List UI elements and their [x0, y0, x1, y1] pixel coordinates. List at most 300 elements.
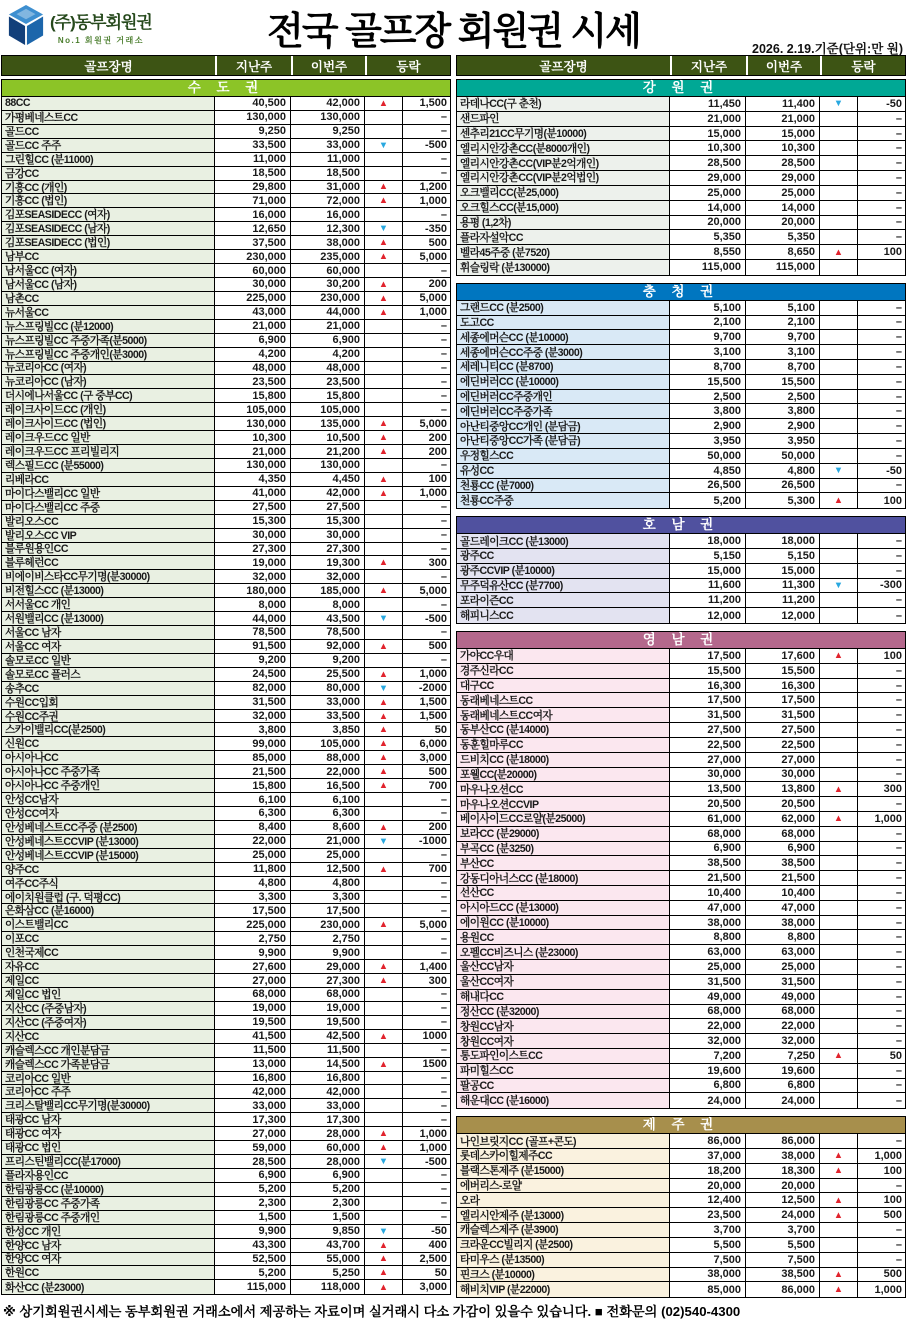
- cell-change-arrow: [365, 793, 403, 806]
- table-row: [2, 654, 450, 668]
- cell-change-arrow: [365, 375, 403, 388]
- cell-this-week: 28,000: [291, 1127, 365, 1140]
- cell-last-week: 24,000: [670, 1093, 746, 1108]
- cell-last-week: 2,500: [670, 390, 746, 404]
- table-row: [457, 449, 905, 464]
- cell-course-name: 아시아드CC (분13000): [457, 901, 670, 915]
- table-row: [2, 556, 450, 570]
- cell-this-week: 18,300: [746, 1164, 820, 1178]
- table-row: [2, 125, 450, 139]
- cell-change-value: 1500: [403, 1058, 450, 1071]
- cell-change-value: –: [858, 738, 905, 752]
- table-row: [457, 1238, 905, 1253]
- table-row: [457, 201, 905, 216]
- cell-course-name: 골드CC: [2, 125, 215, 138]
- cell-course-name: 아시아나CC 주중가족: [2, 765, 215, 778]
- cell-change-arrow: [365, 459, 403, 472]
- table-row: [2, 250, 450, 264]
- cell-last-week: 2,750: [215, 932, 291, 945]
- table-row: [457, 316, 905, 331]
- cell-change-arrow: [820, 419, 858, 433]
- cell-this-week: 80,000: [291, 682, 365, 695]
- table-row: [457, 975, 905, 990]
- cell-this-week: 50,000: [746, 449, 820, 463]
- price-table: [456, 300, 906, 509]
- table-row: [2, 1280, 450, 1294]
- region-header: 강 원 권: [456, 79, 906, 96]
- cell-change-arrow: [820, 797, 858, 811]
- cell-last-week: 68,000: [670, 1005, 746, 1019]
- cell-last-week: 27,500: [670, 723, 746, 737]
- cell-change-value: –: [403, 1113, 450, 1126]
- cell-change-value: –: [858, 871, 905, 885]
- table-row: [457, 1064, 905, 1079]
- cell-course-name: 엘리시안강촌CC(VIP분2억개인): [457, 156, 670, 170]
- cell-last-week: 180,000: [215, 584, 291, 597]
- cell-course-name: 블랙스톤제주 (분15000): [457, 1164, 670, 1178]
- cell-change-value: –: [403, 1099, 450, 1112]
- cell-last-week: 12,650: [215, 222, 291, 235]
- cell-change-arrow: [365, 654, 403, 667]
- cell-change-arrow: [820, 360, 858, 374]
- cell-change-value: –: [858, 1034, 905, 1048]
- cell-course-name: 캐슬렉스CC 개인분담금: [2, 1044, 215, 1057]
- cell-this-week: 28,500: [746, 156, 820, 170]
- cell-change-value: 500: [858, 1208, 905, 1222]
- cell-last-week: 60,000: [215, 264, 291, 277]
- cell-this-week: 115,000: [746, 260, 820, 275]
- cell-change-arrow: [820, 564, 858, 578]
- cell-course-name: 크리스탈밸리CC무기명(분30000): [2, 1099, 215, 1112]
- cell-this-week: 42,000: [291, 1085, 365, 1098]
- table-row: [457, 812, 905, 827]
- cell-change-arrow: [820, 827, 858, 841]
- table-row: [2, 153, 450, 167]
- cell-change-arrow: [365, 932, 403, 945]
- up-arrow-icon: ▲: [365, 974, 403, 987]
- cell-this-week: 22,500: [746, 738, 820, 752]
- cell-last-week: 6,900: [215, 334, 291, 347]
- column-header-2: 지난주: [215, 56, 291, 75]
- cell-last-week: 91,500: [215, 640, 291, 653]
- table-row: [457, 141, 905, 156]
- table-row: [2, 974, 450, 988]
- cell-this-week: 92,000: [291, 640, 365, 653]
- cell-course-name: 인천국제CC: [2, 946, 215, 959]
- table-row: [2, 904, 450, 918]
- cell-last-week: 11,600: [670, 579, 746, 593]
- table-row: [2, 1113, 450, 1127]
- table-row: [2, 751, 450, 765]
- cell-course-name: 남부CC: [2, 250, 215, 263]
- cell-change-value: 1,000: [403, 1141, 450, 1154]
- cell-last-week: 5,150: [670, 549, 746, 563]
- table-row: [457, 230, 905, 245]
- cell-this-week: 12,000: [746, 608, 820, 623]
- cell-change-arrow: [820, 916, 858, 930]
- cell-change-value: 5,000: [403, 250, 450, 263]
- cell-change-value: 2,500: [403, 1253, 450, 1266]
- cell-course-name: 오크힐스CC(분15,000): [457, 201, 670, 215]
- cell-change-arrow: [365, 1099, 403, 1112]
- cell-change-value: 1,000: [403, 306, 450, 319]
- cell-this-week: 14,500: [291, 1058, 365, 1071]
- cell-this-week: 11,500: [291, 1044, 365, 1057]
- cell-course-name: 88CC: [2, 97, 215, 110]
- cell-course-name: 해내다CC: [457, 990, 670, 1004]
- cell-course-name: 용원CC: [457, 930, 670, 944]
- table-row: [2, 946, 450, 960]
- cell-change-arrow: [365, 111, 403, 124]
- table-row: [457, 301, 905, 316]
- cell-course-name: 타미우스 (분13500): [457, 1253, 670, 1267]
- cell-course-name: 블루헤런CC: [2, 556, 215, 569]
- cell-change-value: –: [858, 664, 905, 678]
- cell-course-name: 기흥CC (개인): [2, 181, 215, 194]
- table-row: [2, 1072, 450, 1086]
- cell-last-week: 8,400: [215, 821, 291, 834]
- cell-change-value: –: [858, 127, 905, 141]
- cell-change-value: 6,000: [403, 737, 450, 750]
- cell-change-value: –: [858, 708, 905, 722]
- column-header-4: 등락: [365, 56, 450, 75]
- table-row: [457, 330, 905, 345]
- cell-last-week: 9,200: [215, 654, 291, 667]
- up-arrow-icon: ▲: [365, 1030, 403, 1043]
- up-arrow-icon: ▲: [365, 1239, 403, 1252]
- cell-change-arrow: [820, 171, 858, 185]
- up-arrow-icon: ▲: [365, 1253, 403, 1266]
- cell-this-week: 33,000: [291, 696, 365, 709]
- cell-change-value: –: [403, 570, 450, 583]
- table-row: [457, 708, 905, 723]
- cell-change-value: –: [403, 598, 450, 611]
- cell-last-week: 99,000: [215, 737, 291, 750]
- cell-course-name: 오크밸리CC(분25,000): [457, 186, 670, 200]
- table-row: [457, 1282, 905, 1297]
- cell-this-week: 105,000: [291, 737, 365, 750]
- cell-last-week: 49,000: [670, 990, 746, 1004]
- cell-change-arrow: [365, 1197, 403, 1210]
- table-row: [457, 827, 905, 842]
- cell-last-week: 11,800: [215, 863, 291, 876]
- cell-this-week: 29,000: [291, 960, 365, 973]
- up-arrow-icon: ▲: [365, 306, 403, 319]
- cell-change-arrow: [820, 679, 858, 693]
- cell-change-value: –: [403, 1211, 450, 1224]
- region-header: 제 주 권: [456, 1116, 906, 1133]
- cell-this-week: 19,000: [291, 1002, 365, 1015]
- cell-last-week: 21,500: [670, 871, 746, 885]
- up-arrow-icon: ▲: [365, 668, 403, 681]
- cell-change-arrow: [365, 988, 403, 1001]
- table-row: [457, 479, 905, 494]
- cell-this-week: 15,500: [746, 375, 820, 389]
- cell-change-value: –: [403, 807, 450, 820]
- cell-change-value: –: [858, 945, 905, 959]
- cell-course-name: 에딘버러CC주중개인: [457, 390, 670, 404]
- table-row: [2, 626, 450, 640]
- cell-course-name: 솔모로CC 플러스: [2, 668, 215, 681]
- cell-last-week: 17,300: [215, 1113, 291, 1126]
- cell-last-week: 17,500: [670, 649, 746, 663]
- cell-change-arrow: [365, 403, 403, 416]
- cell-this-week: 8,800: [746, 930, 820, 944]
- region-header: 충 청 권: [456, 283, 906, 300]
- cell-last-week: 225,000: [215, 292, 291, 305]
- table-row: [2, 487, 450, 501]
- cell-course-name: 양주CC: [2, 863, 215, 876]
- cell-change-value: –: [403, 1085, 450, 1098]
- cell-last-week: 27,000: [670, 753, 746, 767]
- cell-last-week: 2,100: [670, 316, 746, 330]
- cell-change-arrow: [820, 1093, 858, 1108]
- cell-last-week: 48,000: [215, 362, 291, 375]
- company-brand: [7, 4, 152, 46]
- cell-this-week: 5,200: [291, 1183, 365, 1196]
- cell-course-name: 도고CC: [457, 316, 670, 330]
- company-text-block: [50, 8, 152, 46]
- cell-course-name: 세종에머슨CC (분10000): [457, 330, 670, 344]
- cell-change-arrow: [365, 1016, 403, 1029]
- cell-last-week: 15,500: [670, 664, 746, 678]
- cell-change-arrow: [365, 515, 403, 528]
- cell-course-name: 더시에나서울CC (구 중부CC): [2, 389, 215, 402]
- cell-last-week: 130,000: [215, 417, 291, 430]
- cell-change-value: 200: [403, 445, 450, 458]
- cell-change-arrow: [365, 891, 403, 904]
- cell-this-week: 78,500: [291, 626, 365, 639]
- cell-last-week: 21,000: [215, 320, 291, 333]
- cell-course-name: 창원CC여자: [457, 1034, 670, 1048]
- cell-course-name: 레이크사이드CC (법인): [2, 417, 215, 430]
- cell-last-week: 3,800: [670, 404, 746, 418]
- cell-change-arrow: [365, 125, 403, 138]
- cell-this-week: 20,500: [746, 797, 820, 811]
- cell-change-arrow: [365, 208, 403, 221]
- cell-change-arrow: [365, 529, 403, 542]
- cell-course-name: 서원밸리CC (분13000): [2, 612, 215, 625]
- table-row: [2, 1239, 450, 1253]
- cell-course-name: 송추CC: [2, 682, 215, 695]
- table-row: [2, 111, 450, 125]
- cell-course-name: 우정힐스CC: [457, 449, 670, 463]
- region-header: 호 남 권: [456, 516, 906, 533]
- cell-change-value: –: [403, 1072, 450, 1085]
- cell-change-value: 500: [858, 1268, 905, 1282]
- cell-this-week: 230,000: [291, 292, 365, 305]
- cell-course-name: 김포SEASIDECC (법인): [2, 236, 215, 249]
- table-row: [2, 1225, 450, 1239]
- cell-change-value: –: [858, 679, 905, 693]
- cell-course-name: 비에이비스타CC무기명(분30000): [2, 570, 215, 583]
- cell-last-week: 15,800: [215, 389, 291, 402]
- cell-course-name: 김포SEASIDECC (남자): [2, 222, 215, 235]
- cell-last-week: 25,000: [670, 960, 746, 974]
- cell-this-week: 19,500: [291, 1016, 365, 1029]
- cell-change-value: –: [858, 960, 905, 974]
- cell-change-value: –: [403, 111, 450, 124]
- cell-course-name: 마우나오션CCVIP: [457, 797, 670, 811]
- down-arrow-icon: ▼: [820, 579, 858, 593]
- cell-change-value: –: [403, 1016, 450, 1029]
- up-arrow-icon: ▲: [365, 1266, 403, 1279]
- table-row: [457, 534, 905, 549]
- region-header: 수 도 권: [1, 79, 451, 96]
- table-row: [2, 682, 450, 696]
- price-table: [456, 533, 906, 624]
- cell-last-week: 115,000: [215, 1280, 291, 1294]
- cell-this-week: 5,300: [746, 493, 820, 508]
- cell-course-name: 오라: [457, 1193, 670, 1207]
- cell-last-week: 7,200: [670, 1049, 746, 1063]
- table-row: [457, 564, 905, 579]
- up-arrow-icon: ▲: [365, 821, 403, 834]
- cell-last-week: 8,000: [215, 598, 291, 611]
- cell-course-name: 샌드파인: [457, 112, 670, 126]
- cell-this-week: 20,000: [746, 1179, 820, 1193]
- table-row: [2, 918, 450, 932]
- cell-this-week: 48,000: [291, 362, 365, 375]
- cell-this-week: 22,000: [291, 765, 365, 778]
- cell-change-value: –: [858, 842, 905, 856]
- cell-course-name: 발리오스CC VIP: [2, 529, 215, 542]
- cell-this-week: 21,500: [746, 871, 820, 885]
- cell-course-name: 한성CC 개인: [2, 1225, 215, 1238]
- cell-change-value: -350: [403, 222, 450, 235]
- cell-course-name: 크라운CC빌리지 (분2500): [457, 1238, 670, 1252]
- cell-last-week: 38,000: [670, 916, 746, 930]
- cell-change-value: –: [858, 1093, 905, 1108]
- cell-this-week: 14,000: [746, 201, 820, 215]
- cell-this-week: 18,000: [746, 534, 820, 548]
- table-row: [457, 1268, 905, 1283]
- cell-this-week: 27,500: [746, 723, 820, 737]
- cell-this-week: 12,300: [291, 222, 365, 235]
- table-row: [457, 1208, 905, 1223]
- table-row: [457, 390, 905, 405]
- cell-last-week: 15,000: [670, 127, 746, 141]
- cell-this-week: 3,100: [746, 345, 820, 359]
- cell-course-name: 남서울CC (남자): [2, 278, 215, 291]
- cell-last-week: 15,800: [215, 779, 291, 792]
- cell-last-week: 52,500: [215, 1253, 291, 1266]
- table-row: [457, 901, 905, 916]
- cell-change-value: –: [858, 404, 905, 418]
- cell-this-week: 2,900: [746, 419, 820, 433]
- cell-last-week: 30,000: [215, 529, 291, 542]
- cell-last-week: 7,500: [670, 1253, 746, 1267]
- cell-course-name: 여주CC주식: [2, 877, 215, 890]
- cell-this-week: 130,000: [291, 459, 365, 472]
- cell-change-value: –: [858, 886, 905, 900]
- cell-change-value: 50: [858, 1049, 905, 1063]
- cell-course-name: 센추리21CC무기명(분10000): [457, 127, 670, 141]
- cell-last-week: 9,700: [670, 330, 746, 344]
- cell-course-name: 화산CC (분23000): [2, 1280, 215, 1294]
- cell-this-week: 7,500: [746, 1253, 820, 1267]
- cell-course-name: 뉴서울CC: [2, 306, 215, 319]
- cell-this-week: 86,000: [746, 1134, 820, 1148]
- cell-course-name: 무주덕유산CC (분7700): [457, 579, 670, 593]
- table-row: [457, 856, 905, 871]
- company-name: (주)동부회원권: [50, 13, 152, 32]
- cell-change-value: 50: [403, 723, 450, 736]
- cell-change-arrow: [820, 404, 858, 418]
- up-arrow-icon: ▲: [820, 1268, 858, 1282]
- cell-this-week: 5,500: [746, 1238, 820, 1252]
- cell-change-value: –: [858, 608, 905, 623]
- cell-course-name: 뉴스프링빌CC 주중개인(분3000): [2, 348, 215, 361]
- up-arrow-icon: ▲: [365, 487, 403, 500]
- table-row: [457, 649, 905, 664]
- cell-change-arrow: [820, 1134, 858, 1148]
- cell-last-week: 18,200: [670, 1164, 746, 1178]
- up-arrow-icon: ▲: [820, 245, 858, 259]
- cell-change-value: 1,000: [403, 1127, 450, 1140]
- cell-this-week: 11,300: [746, 579, 820, 593]
- cell-this-week: 86,000: [746, 1282, 820, 1297]
- cell-course-name: 베이사이드CC로얄(분25000): [457, 812, 670, 826]
- cell-last-week: 30,000: [215, 278, 291, 291]
- cell-course-name: 한림광릉CC 주중가족: [2, 1197, 215, 1210]
- cell-this-week: 6,100: [291, 793, 365, 806]
- cell-change-value: 3,000: [403, 1280, 450, 1294]
- cell-change-value: -300: [858, 579, 905, 593]
- cell-change-arrow: [820, 960, 858, 974]
- cell-this-week: 22,000: [746, 1019, 820, 1033]
- table-row: [2, 696, 450, 710]
- cell-this-week: 33,500: [291, 710, 365, 723]
- cell-change-arrow: [820, 216, 858, 230]
- table-row: [457, 1034, 905, 1049]
- table-row: [2, 723, 450, 737]
- cell-last-week: 38,500: [670, 856, 746, 870]
- table-row: [2, 208, 450, 222]
- cell-change-value: –: [858, 975, 905, 989]
- cell-last-week: 21,000: [215, 445, 291, 458]
- cell-course-name: 가평베네스트CC: [2, 111, 215, 124]
- cell-course-name: 한양CC 남자: [2, 1239, 215, 1252]
- cell-change-arrow: [820, 930, 858, 944]
- cell-change-value: 1,000: [858, 1282, 905, 1297]
- cell-change-value: –: [858, 693, 905, 707]
- table-row: [457, 753, 905, 768]
- cell-change-value: –: [858, 479, 905, 493]
- cell-course-name: 금강CC: [2, 167, 215, 180]
- cell-change-arrow: [365, 348, 403, 361]
- cell-change-value: –: [858, 171, 905, 185]
- cell-last-week: 9,900: [215, 946, 291, 959]
- cell-this-week: 38,500: [746, 1268, 820, 1282]
- cell-last-week: 13,500: [670, 782, 746, 796]
- cell-this-week: 15,000: [746, 564, 820, 578]
- cell-last-week: 47,000: [670, 901, 746, 915]
- cell-this-week: 11,000: [291, 153, 365, 166]
- cell-course-name: 뉴스프링빌CC 주중가족(분5000): [2, 334, 215, 347]
- cell-change-arrow: [820, 156, 858, 170]
- cell-change-value: 1,500: [403, 97, 450, 110]
- cell-change-value: 5,000: [403, 584, 450, 597]
- cell-change-value: –: [858, 797, 905, 811]
- cell-last-week: 18,500: [215, 167, 291, 180]
- table-row: [2, 877, 450, 891]
- cell-last-week: 21,000: [670, 112, 746, 126]
- up-arrow-icon: ▲: [820, 493, 858, 508]
- cell-last-week: 32,000: [670, 1034, 746, 1048]
- cell-course-name: 태광CC 남자: [2, 1113, 215, 1126]
- table-row: [457, 112, 905, 127]
